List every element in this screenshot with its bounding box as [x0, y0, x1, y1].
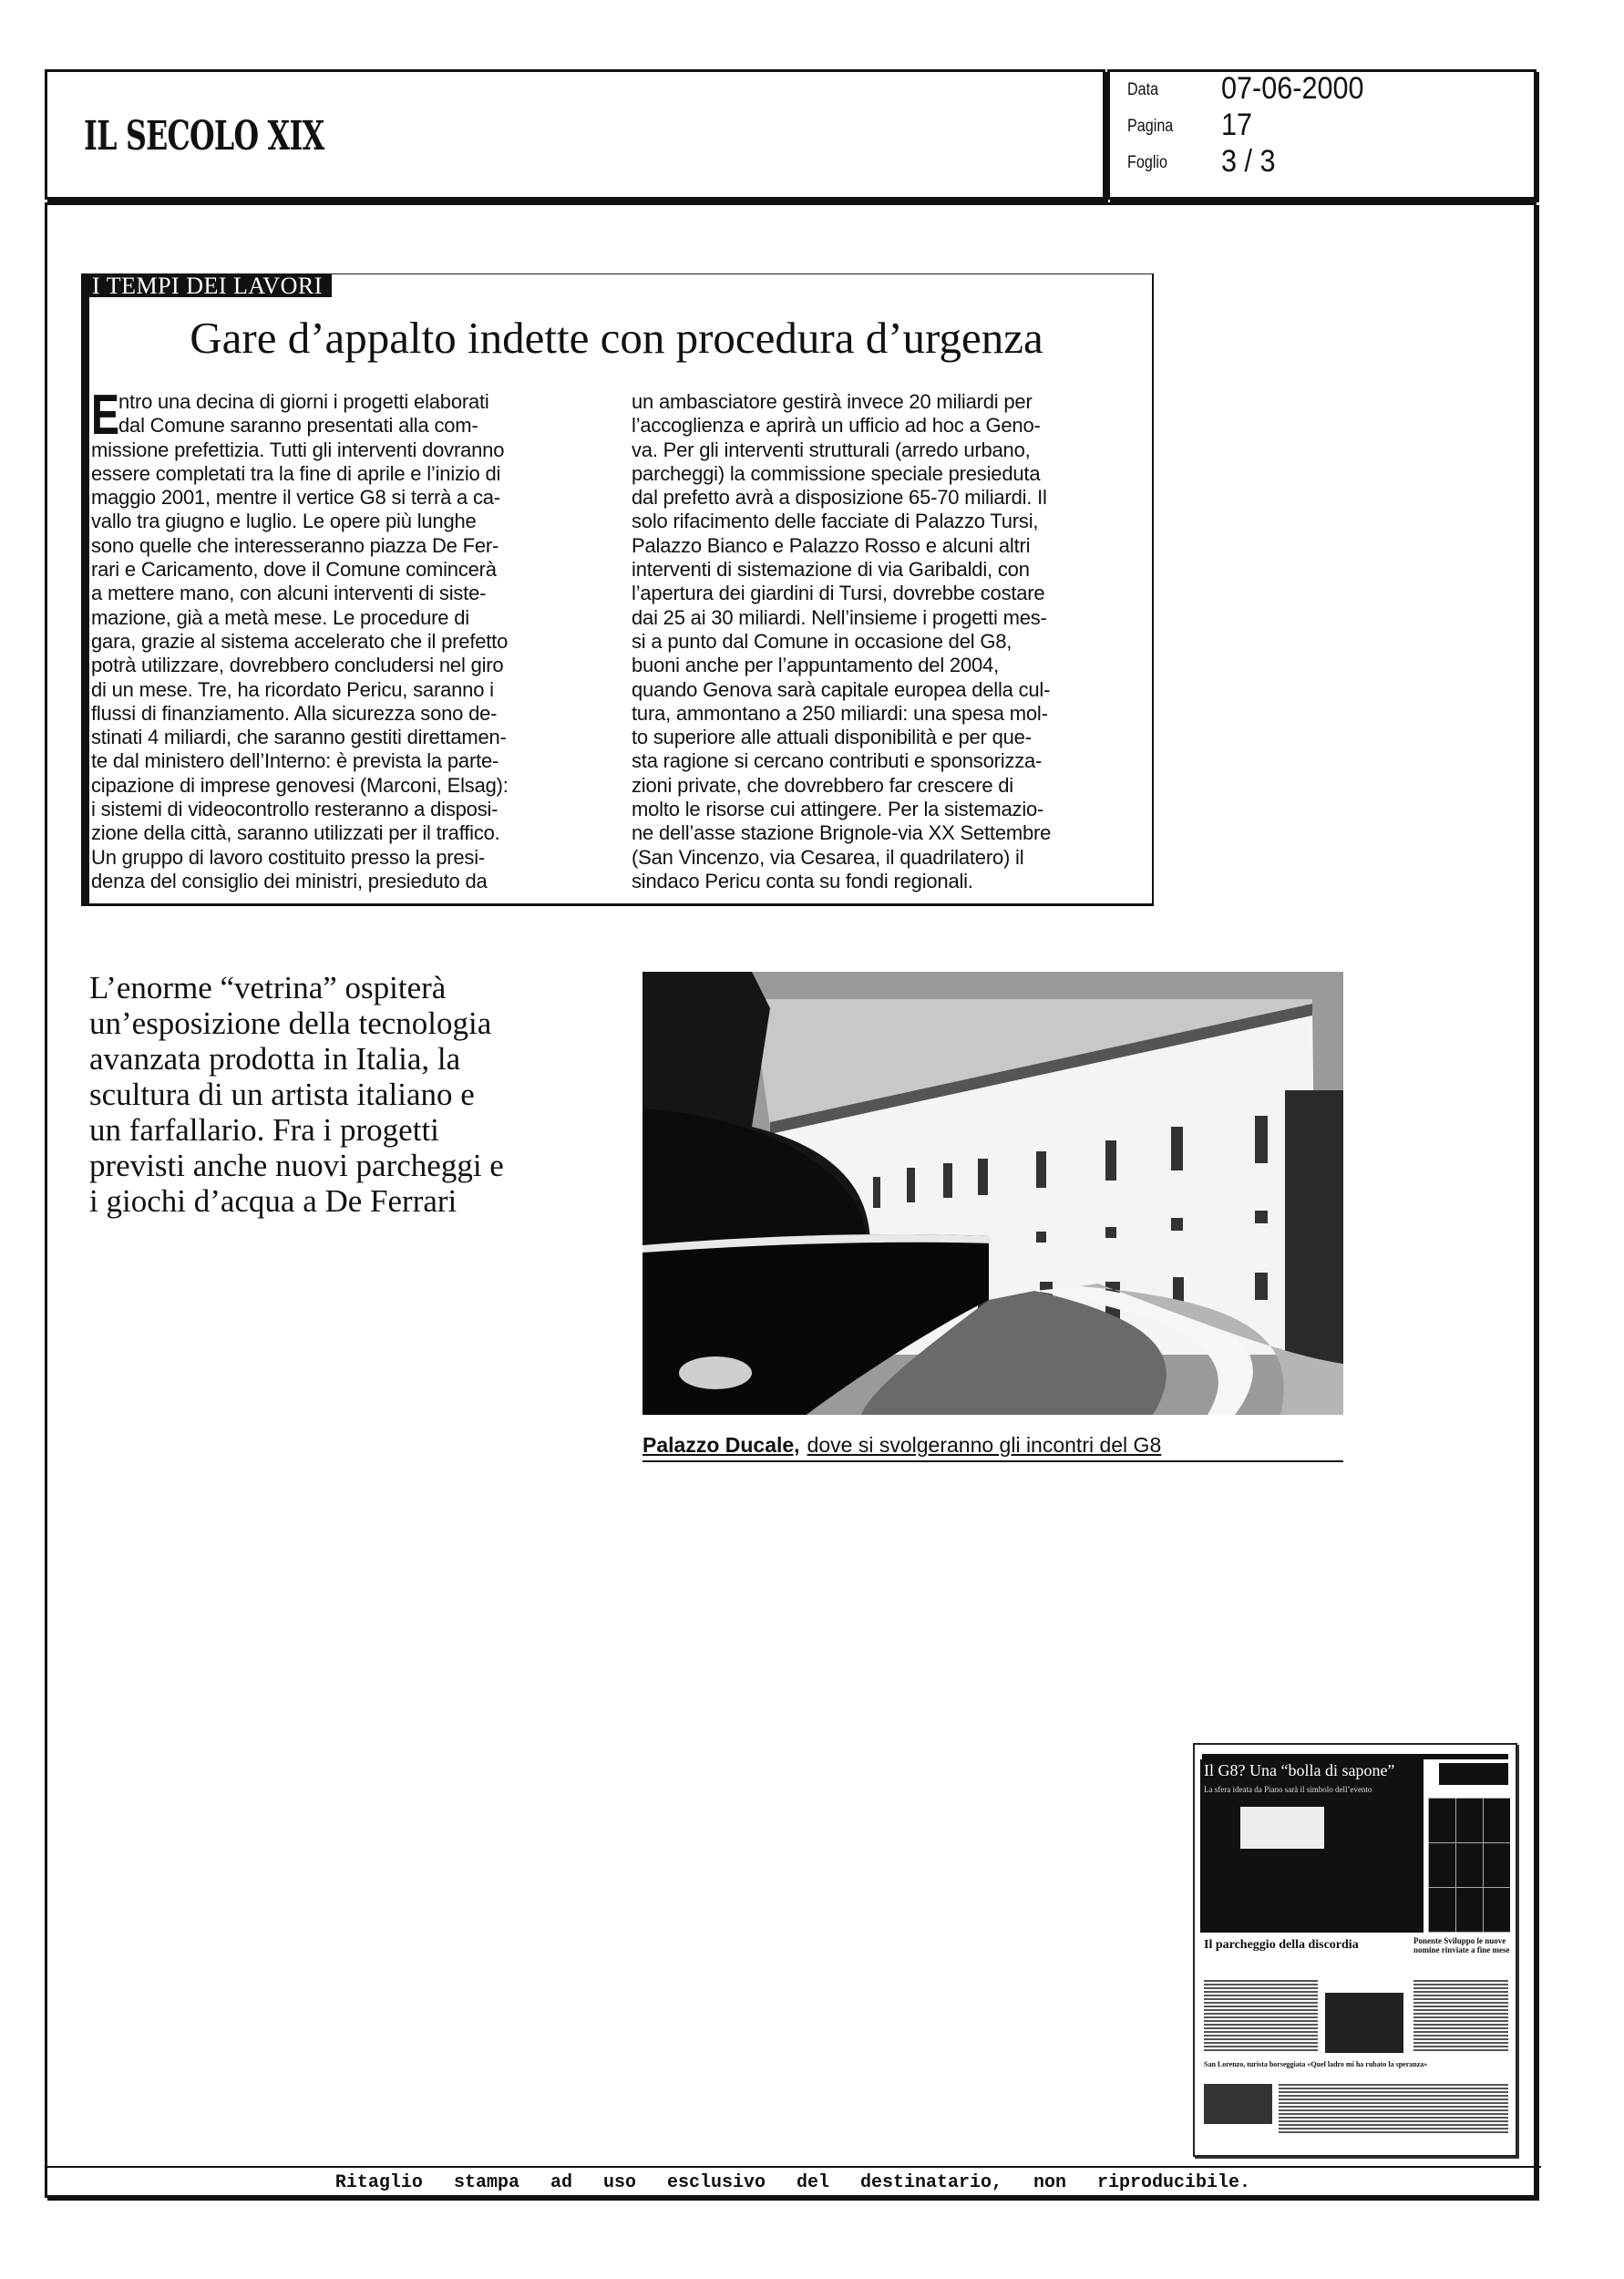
- text-line: molto le risorse cui attingere. Per la sistemazio-: [632, 798, 1044, 821]
- text-line: scultura di un artista italiano e: [89, 1077, 475, 1112]
- caption-title: Palazzo Ducale,: [642, 1433, 800, 1457]
- date-value: 07-06-2000: [1221, 71, 1364, 106]
- text-line: stinati 4 miliardi, che saranno gestiti direttamen-: [91, 726, 507, 749]
- text-line: vallo tra giugno e luglio. Le opere più lunghe: [91, 510, 477, 533]
- text-line: potrà utilizzare, dovrebbero concludersi nel giro: [91, 654, 504, 677]
- text-line: a mettere mano, con alcuni interventi di siste-: [91, 582, 487, 605]
- text-line: di un mese. Tre, ha ricordato Pericu, saranno i: [91, 677, 494, 701]
- text-line: sono quelle che interesseranno piazza De Fer-: [91, 533, 499, 557]
- text-line: sindaco Pericu conta su fondi regionali.: [632, 869, 973, 892]
- publication-logo: IL SECOLO XIX: [84, 113, 324, 160]
- text-line: L’enorme “vetrina” ospiterà: [89, 970, 447, 1005]
- text-line: denza del consiglio dei ministri, presieduto da: [91, 869, 488, 892]
- pull-quote: [89, 970, 504, 1219]
- text-line: maggio 2001, mentre il vertice G8 si terrà a ca-: [91, 486, 500, 510]
- text-line: mazione, già a metà mese. Le procedure di: [91, 605, 469, 629]
- text-line: un farfallario. Fra i progetti: [89, 1112, 439, 1148]
- page-label: Pagina: [1127, 117, 1174, 136]
- text-line: Un gruppo di lavoro costituito presso la presi-: [91, 845, 486, 869]
- text-line: rari e Caricamento, dove il Comune comincerà: [91, 558, 497, 582]
- thumb-text-block: [1204, 1980, 1318, 2053]
- article-column-right: [632, 390, 1051, 893]
- text-line: ntro una decina di giorni i progetti elaborati: [118, 390, 489, 413]
- text-line: buoni anche per l’appuntamento del 2004,: [632, 654, 999, 677]
- thumb-side-headline: Ponente Sviluppo le nuove nomine rinviate a fine mese: [1413, 1936, 1510, 1954]
- thumb-headline-1: Il G8? Una “bolla di sapone”: [1204, 1761, 1395, 1779]
- text-line: Palazzo Bianco e Palazzo Rosso e alcuni altri: [632, 533, 1031, 557]
- thumb-photo-2: [1325, 1993, 1403, 2053]
- thumb-subhead-1: La sfera ideata da Piano sarà il simbolo dell’evento: [1204, 1785, 1372, 1794]
- thumb-photo-grid: [1428, 1798, 1510, 1933]
- footer-divider: [45, 2166, 1541, 2168]
- thumb-text-block: [1413, 1980, 1508, 2053]
- text-line: l’accoglienza e aprirà un ufficio ad hoc a Geno-: [632, 414, 1041, 438]
- text-line: un’esposizione della tecnologia: [89, 1005, 492, 1041]
- drop-cap: E: [91, 384, 120, 447]
- text-line: dal prefetto avrà a disposizione 65-70 miliardi. Il: [632, 486, 1047, 510]
- text-line: solo rifacimento delle facciate di Palazzo Tursi,: [632, 510, 1039, 533]
- text-line: i sistemi di videocontrollo resteranno a disposi-: [91, 798, 499, 821]
- thumb-text-block: [1279, 2084, 1508, 2135]
- text-line: un ambasciatore gestirà invece 20 miliardi per: [632, 390, 1033, 413]
- text-line: interventi di sistemazione di via Garibaldi, con: [632, 558, 1030, 582]
- text-line: missione prefettizia. Tutti gli interventi dovranno: [91, 438, 505, 461]
- text-line: previsti anche nuovi parcheggi e: [89, 1148, 504, 1183]
- text-line: quando Genova sarà capitale europea della cul-: [632, 677, 1051, 701]
- text-line: cipazione di imprese genovesi (Marconi, Elsag):: [91, 773, 509, 797]
- article-headline: Gare d’appalto indette con procedura d’urgenza: [190, 313, 1043, 363]
- article-kicker: I TEMPI DEI LAVORI: [81, 273, 332, 297]
- text-line: zione della città, saranno utilizzati per il traffico.: [91, 821, 500, 845]
- footer-notice: Ritaglio stampa ad uso esclusivo del destinatario, non riproducibile.: [334, 2172, 1251, 2193]
- text-line: gara, grazie al sistema accelerato che il prefetto: [91, 629, 509, 653]
- date-label: Data: [1127, 80, 1159, 99]
- text-line: parcheggi) la commissione speciale presieduta: [632, 461, 1041, 485]
- text-line: si a punto dal Comune in occasione del G8,: [632, 629, 1012, 653]
- text-line: ne dell’asse stazione Brignole-via XX Settembre: [632, 821, 1052, 845]
- page-thumbnail: [1193, 1743, 1517, 2157]
- thumb-box: [1439, 1763, 1508, 1785]
- text-line: (San Vincenzo, via Cesarea, il quadrilatero) il: [632, 845, 1024, 869]
- text-line: l’apertura dei giardini di Tursi, dovrebbe costare: [632, 582, 1045, 605]
- article-column-left: [91, 384, 509, 893]
- sheet-value: 3 / 3: [1221, 144, 1276, 179]
- text-line: avanzata prodotta in Italia, la: [89, 1041, 461, 1077]
- caption-text: dove si svolgeranno gli incontri del G8: [807, 1433, 1162, 1457]
- text-line: to superiore alle attuali disponibilità e per que-: [632, 726, 1032, 749]
- text-line: essere completati tra la fine di aprile e l’inizio di: [91, 461, 501, 485]
- thumb-headline-3: San Lorenzo, turista borseggiata «Quel ladro mi ha rubato la speranza»: [1204, 2060, 1428, 2068]
- thumb-headline-2: Il parcheggio della discordia: [1204, 1938, 1359, 1952]
- text-line: dai 25 ai 30 miliardi. Nell’insieme i progetti mes-: [632, 605, 1047, 629]
- sheet-label: Foglio: [1127, 153, 1167, 172]
- page-value: 17: [1221, 108, 1253, 142]
- thumb-photo-1: [1240, 1807, 1324, 1849]
- palazzo-ducale-photo: [642, 972, 1343, 1415]
- thumb-photo-3: [1204, 2084, 1272, 2124]
- text-line: flussi di finanziamento. Alla sicurezza sono de-: [91, 701, 498, 725]
- text-line: dal Comune saranno presentati alla com-: [118, 414, 478, 438]
- text-line: va. Per gli interventi strutturali (arredo urbano,: [632, 438, 1031, 461]
- text-line: sta ragione si cercano contributi e sponsorizza-: [632, 749, 1043, 773]
- text-line: zioni private, che dovrebbero far crescere di: [632, 773, 1013, 797]
- text-line: tura, ammontano a 250 miliardi: una spesa mol-: [632, 701, 1048, 725]
- photo-caption: [642, 1433, 1343, 1462]
- text-line: i giochi d’acqua a De Ferrari: [89, 1183, 457, 1219]
- text-line: te dal ministero dell’Interno: è prevista la parte-: [91, 749, 499, 773]
